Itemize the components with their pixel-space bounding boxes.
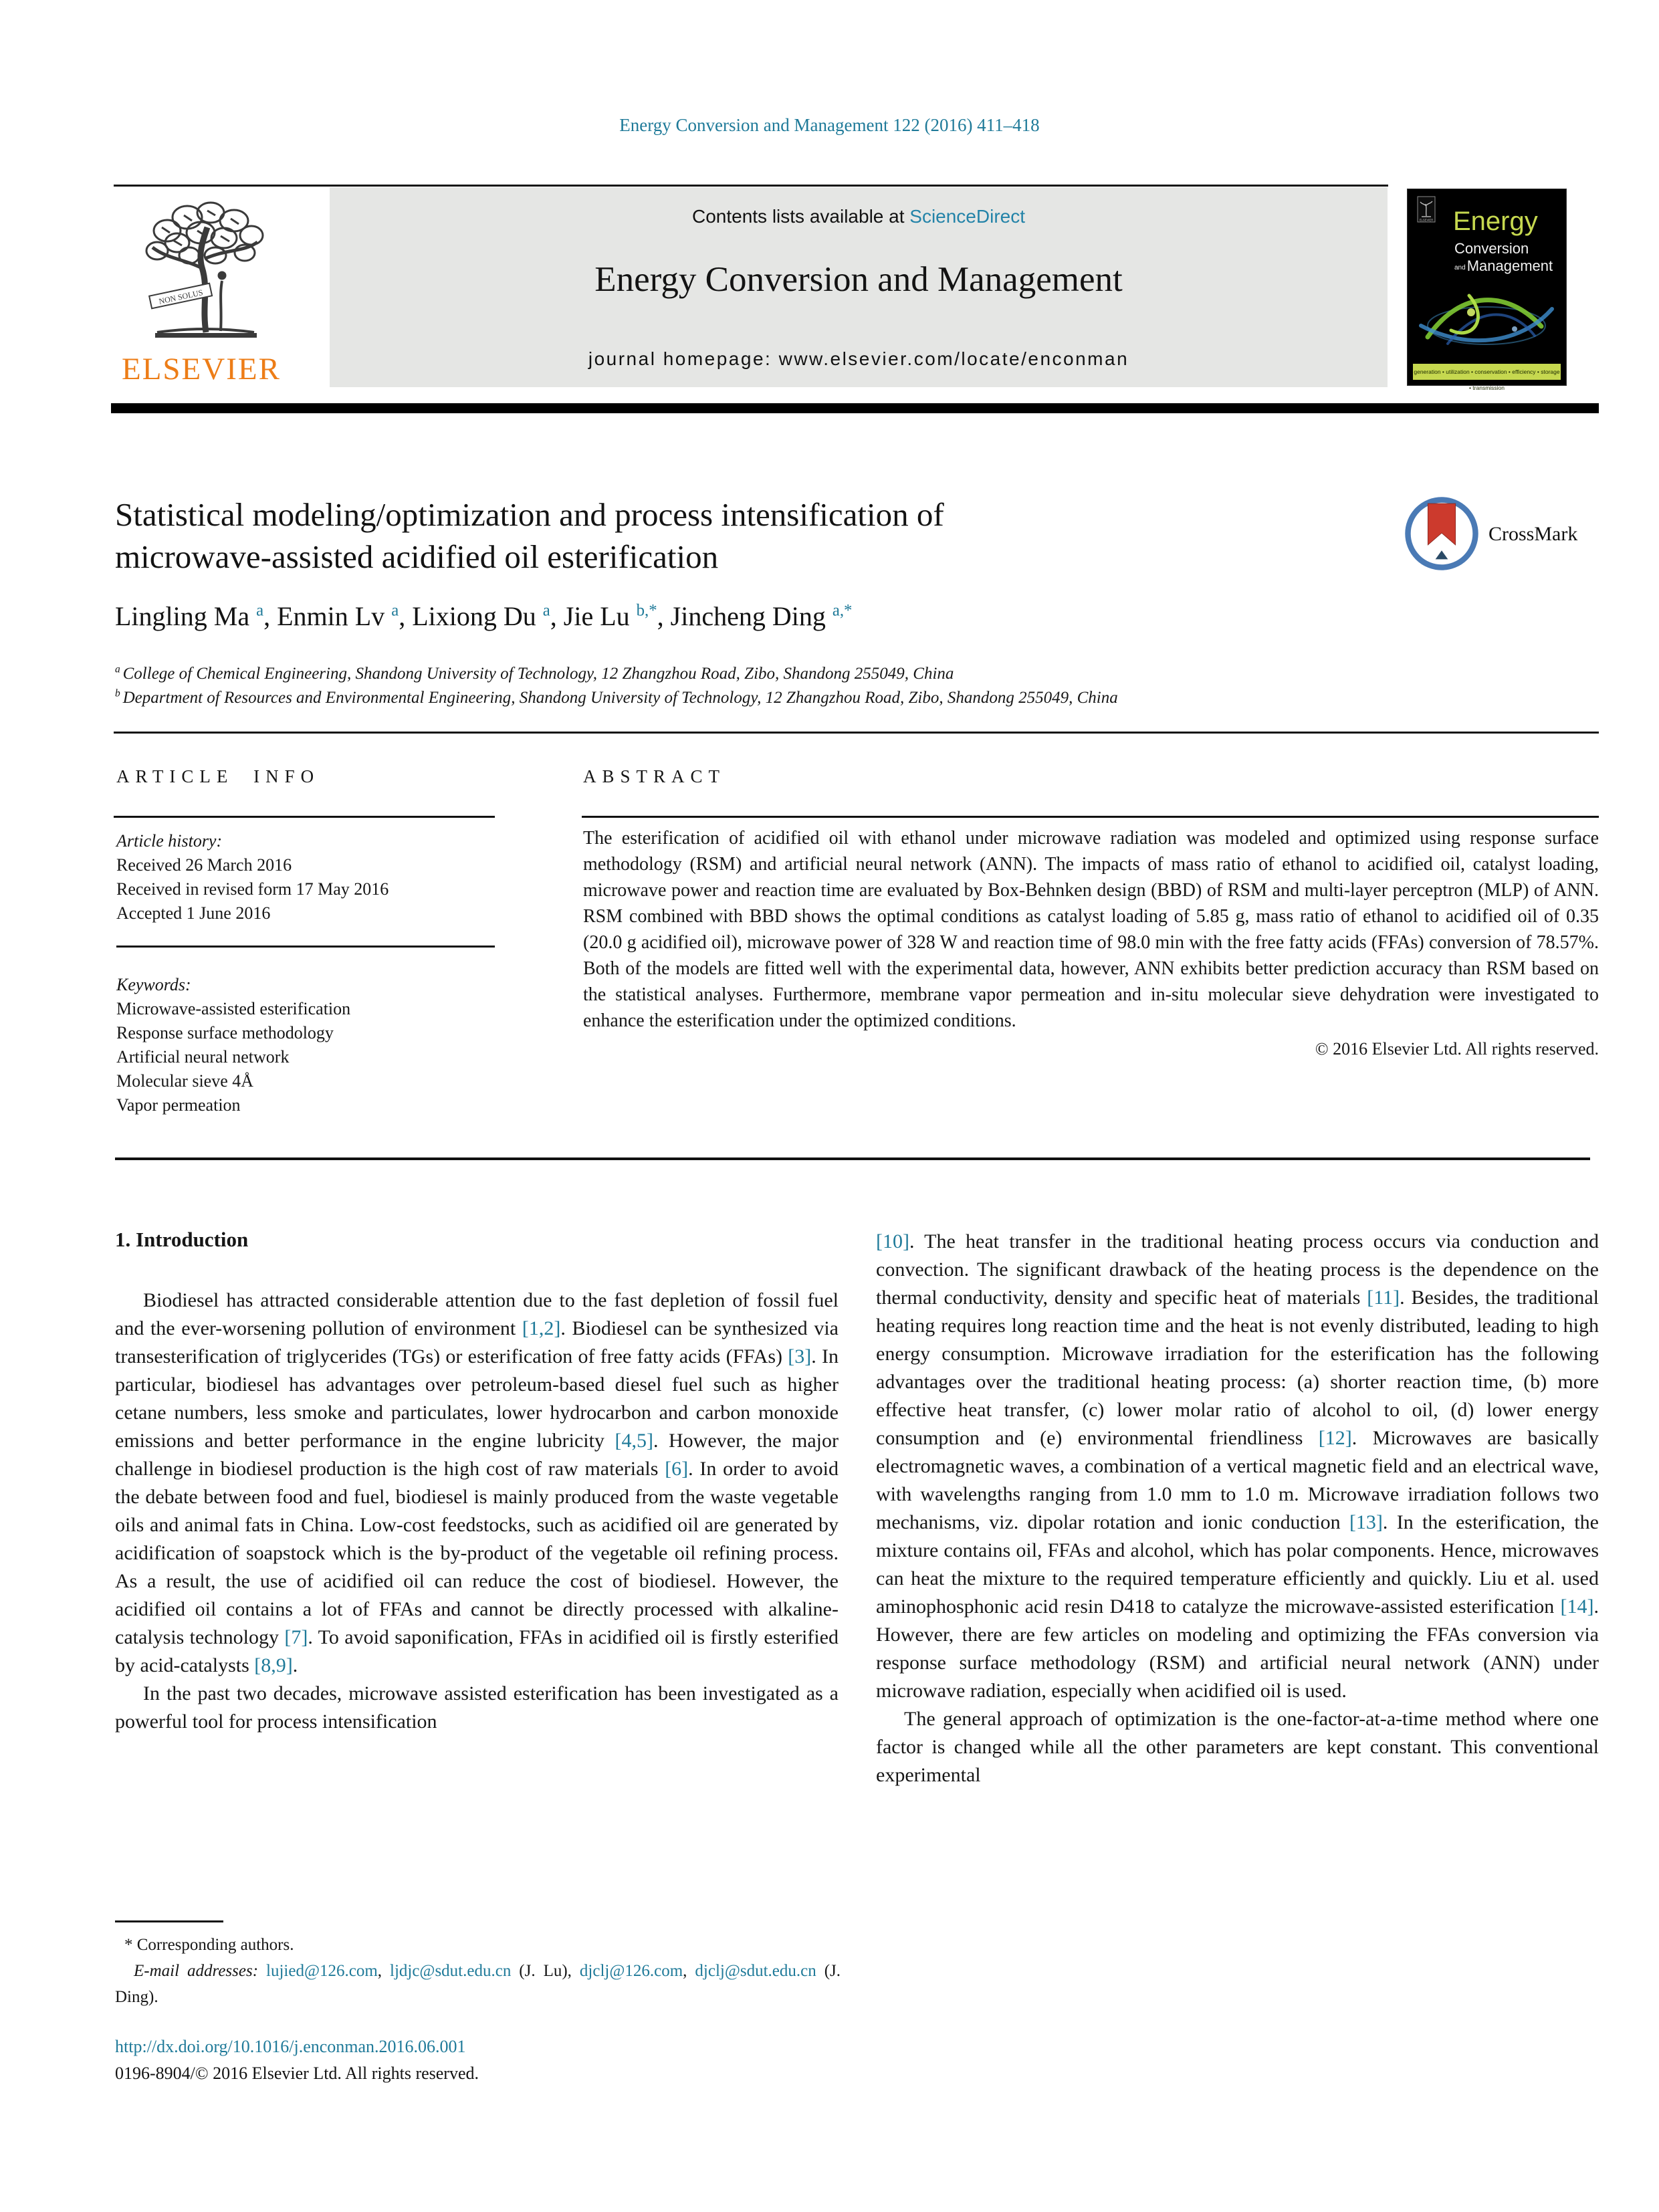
header-bar (111, 403, 1599, 413)
text-segment: . In particular, biodiesel has advantages over petroleum-based diesel fuel such as higher cetane numbers, less smoke and particulates, lower hydrocarbon and carbon monoxide emissions and better performance in the engine lubricity (115, 1345, 839, 1452)
journal-banner (330, 187, 1388, 387)
citation[interactable]: [14] (1560, 1595, 1594, 1618)
text-segment: Contents lists available at (691, 206, 910, 227)
journal-header (114, 187, 1599, 391)
corresponding-author-ref[interactable]: b,* (636, 601, 657, 620)
footnote-block (115, 1920, 841, 2010)
corresponding-author-ref[interactable]: a,* (832, 601, 853, 620)
crossmark-badge[interactable] (1403, 495, 1603, 575)
text-segment: journal homepage: (588, 348, 779, 369)
email-link[interactable]: djclj@sdut.edu.cn (695, 1962, 816, 1980)
cover-art (1408, 262, 1566, 362)
divider (114, 732, 1599, 734)
corresponding-authors-note: * Corresponding authors. (124, 1936, 294, 1954)
abstract-heading: ABSTRACT (583, 766, 726, 786)
divider (116, 946, 495, 948)
body-paragraph: In the past two decades, microwave assisted esterification has been investigated as a powerful tool for process intensification (115, 1682, 839, 1733)
article-history-item: Received in revised form 17 May 2016 (116, 879, 389, 899)
text-segment: Department of Resources and Environmental Engineering, Shandong University of Technology, 12 Zhangzhou Road, Zibo, Shandong 255049, China (122, 689, 1118, 707)
text-segment: . To avoid saponification, FFAs in acidified oil is firstly esterified by acid-catalysts (115, 1626, 839, 1676)
citation[interactable]: [4,5] (615, 1430, 653, 1452)
text-segment: b (115, 687, 123, 699)
text-segment: . However, the major challenge in biodiesel production is the high cost of raw materials (115, 1430, 839, 1480)
body-right-column (876, 1228, 1599, 1789)
contents-line (330, 206, 1388, 227)
article-title (115, 493, 1386, 578)
affiliations (115, 662, 1118, 710)
body-paragraph: The general approach of optimization is the one-factor-at-a-time method where one factor is changed while all the other parameters are kept constant. This conventional experimental (876, 1708, 1599, 1786)
keyword-item: Molecular sieve 4Å (116, 1071, 254, 1091)
keywords-label: Keywords: (116, 975, 191, 994)
elsevier-wordmark: ELSEVIER (122, 352, 281, 386)
email-link[interactable]: djclj@126.com (579, 1962, 683, 1980)
citation[interactable]: [8,9] (254, 1654, 293, 1676)
citation[interactable]: [11] (1367, 1287, 1400, 1309)
keyword-item: Response surface methodology (116, 1023, 334, 1042)
keywords-list (116, 997, 495, 1117)
text-segment: (J. Lu), (511, 1962, 580, 1980)
article-info-column (116, 829, 495, 1117)
affil-ref-a[interactable]: a (542, 601, 550, 620)
text-segment: a (115, 663, 123, 675)
elsevier-logo[interactable] (115, 193, 328, 387)
article-history-label: Article history: (116, 831, 223, 851)
citation[interactable]: [12] (1318, 1427, 1352, 1449)
homepage-line (330, 348, 1388, 370)
cover-elsevier-mark (1417, 196, 1436, 226)
email-link[interactable]: ljdjc@sdut.edu.cn (390, 1962, 512, 1980)
cover-title-conversion: Conversion (1454, 240, 1529, 257)
body-left-column (115, 1228, 839, 1736)
copyright-line: © 2016 Elsevier Ltd. All rights reserved. (1315, 1039, 1599, 1059)
text-segment: (J. Ding). (115, 1962, 841, 2006)
text-segment: . The heat transfer in the traditional heating process occurs via conduction and convection. The significant drawback of the heating process is the dependence on the thermal conductivity, density and specific heat of materials (876, 1230, 1599, 1309)
citation[interactable]: [1,2] (522, 1317, 561, 1339)
email-link[interactable]: lujied@126.com (266, 1962, 378, 1980)
issn-copyright-line: 0196-8904/© 2016 Elsevier Ltd. All rights reserved. (115, 2064, 479, 2083)
text-segment: College of Chemical Engineering, Shandong University of Technology, 12 Zhangzhou Road, Zibo, Shandong 255049, China (122, 665, 954, 683)
divider (114, 185, 1388, 187)
citation[interactable]: [3] (788, 1345, 812, 1367)
text-segment: . In the esterification, the mixture contains oil, FFAs and alcohol, which has polar components. Hence, microwaves can heat the mixture to the required temperature efficiently and quickly. Liu et al. used aminophosphonic acid resin D418 to catalyze the microwave-assisted esterification (876, 1511, 1599, 1618)
text-segment: . Microwaves are basically electromagnetic waves, a combination of a vertical magnetic field and an electrical wave, with wavelengths ranging from 1.0 mm to 1.0 m. Microwave irradiation follows two mechanisms, viz. dipolar rotation and ionic conduction (876, 1427, 1599, 1533)
doi-link[interactable]: http://dx.doi.org/10.1016/j.enconman.2016.06.001 (115, 2037, 466, 2056)
abstract-text: The esterification of acidified oil with ethanol under microwave radiation was modeled and optimized using response surface methodology (RSM) and artificial neural network (ANN). The impacts of mass ratio of ethanol to acidified oil, catalyst loading, microwave power and reaction time are evaluated by Box-Behnken design (BBD) of RSM and multi-layer perceptron (MLP) of ANN. RSM combined with BBD shows the optimal conditions as catalyst loading of 5.85 g, mass ratio of ethanol to acidified oil of 0.35 (20.0 g acidified oil), microwave power of 328 W and reaction time of 98.0 min with the free fatty acids (FFAs) conversion of 78.57%. Both of the models are fitted well with the experimental data, however, ANN exhibits better prediction accuracy than RSM based on the statistical analyses. Furthermore, membrane vapor permeation and in-situ molecular sieve dehydration were investigated to enhance the esterification under the optimized conditions. (583, 828, 1599, 1031)
text-segment: , Jincheng Ding (657, 601, 833, 631)
article-info-heading: ARTICLE INFO (116, 766, 320, 786)
text-segment: . However, there are few articles on modeling and optimizing the FFAs conversion via response surface methodology (RSM) and artificial neural network (ANN) under microwave radiation, especially when acidified oil is used. (876, 1595, 1599, 1702)
article-title-line: Statistical modeling/optimization and process intensification of (115, 496, 944, 533)
cover-title-management: andManagement (1454, 257, 1553, 274)
svg-text:NON SOLUS: NON SOLUS (158, 288, 204, 306)
text-segment: , Jie Lu (550, 601, 637, 631)
text-segment: . In order to avoid the debate between food and fuel, biodiesel is mainly produced from the waste vegetable oils and animal fats in China. Low-cost feedstocks, such as acidified oil are generated by acidification of soapstock which is the by-product of the vegetable oil refining process. As a result, the use of acidified oil can reduce the cost of biodiesel. However, the acidified oil contains a lot of FFAs and cannot be directly processed with alkaline-catalysis technology (115, 1458, 839, 1648)
keyword-item: Vapor permeation (116, 1095, 241, 1115)
keyword-item: Artificial neural network (116, 1047, 290, 1067)
svg-text:ELSEVIER: ELSEVIER (1419, 218, 1434, 222)
citation[interactable]: [13] (1349, 1511, 1383, 1533)
journal-homepage-link[interactable]: www.elsevier.com/locate/enconman (778, 348, 1129, 369)
cover-footer-strip: generation • utilization • conservation • efficiency • storage • transmission (1413, 364, 1561, 380)
text-segment: . (292, 1654, 298, 1676)
crossmark-label: CrossMark (1488, 523, 1578, 545)
citation[interactable]: [6] (665, 1458, 689, 1480)
divider (114, 816, 495, 818)
footnote-rule (115, 1920, 223, 1922)
email-addresses-line (115, 1958, 841, 2010)
affil-ref-a[interactable]: a (256, 601, 264, 620)
cover-title-and: and (1454, 264, 1466, 271)
affil-ref-a[interactable]: a (391, 601, 399, 620)
article-title-line: microwave-assisted acidified oil esterification (115, 538, 719, 575)
text-segment: , Enmin Lv (263, 601, 392, 631)
sciencedirect-link[interactable]: ScienceDirect (909, 206, 1025, 227)
text-segment: Biodiesel has attracted considerable attention due to the fast depletion of fossil fuel and the ever-worsening pollution of environment (115, 1289, 839, 1339)
abstract-column (583, 825, 1599, 1059)
body-paragraph (115, 1287, 839, 1680)
text-segment: . Biodiesel can be synthesized via transesterification of triglycerides (TGs) or esterification of free fatty acids (FFAs) (115, 1317, 839, 1367)
divider (115, 1157, 1590, 1160)
affiliation-b (115, 686, 1118, 710)
article-history-list (116, 853, 495, 925)
body-paragraph (876, 1228, 1599, 1705)
journal-title: Energy Conversion and Management (594, 260, 1123, 299)
authors-line (115, 600, 852, 632)
citation[interactable]: [7] (284, 1626, 308, 1648)
article-history-item: Received 26 March 2016 (116, 855, 292, 875)
keyword-item: Microwave-assisted esterification (116, 999, 351, 1018)
text-segment: . Besides, the traditional heating requires long reaction time and the heat is not evenly distributed, leading to high energy consumption. Microwave irradiation for the esterification has the following advantages over the traditional heating process: (a) shorter reaction time, (b) more effective heat transfer, (c) lower molar ratio of alcohol to oil, (d) lower energy consumption and (e) environmental friendliness (876, 1287, 1599, 1449)
text-segment: , (377, 1962, 390, 1980)
citation[interactable]: [10] (876, 1230, 909, 1252)
affiliation-a (115, 662, 1118, 686)
cover-title-energy: Energy (1453, 207, 1538, 236)
text-segment: , Lixiong Du (399, 601, 543, 631)
journal-cover-thumbnail[interactable] (1408, 189, 1566, 391)
text-segment: , (683, 1962, 695, 1980)
elsevier-tree-icon (120, 194, 288, 346)
journal-citation-line: Energy Conversion and Management 122 (2016) 411–418 (619, 115, 1040, 135)
text-segment: E-mail addresses: (134, 1962, 267, 1980)
section-heading-introduction: 1. Introduction (115, 1228, 249, 1251)
text-segment: Lingling Ma (115, 601, 257, 631)
crossmark-icon (1403, 495, 1480, 572)
article-history-item: Accepted 1 June 2016 (116, 903, 271, 923)
divider (582, 816, 1599, 818)
